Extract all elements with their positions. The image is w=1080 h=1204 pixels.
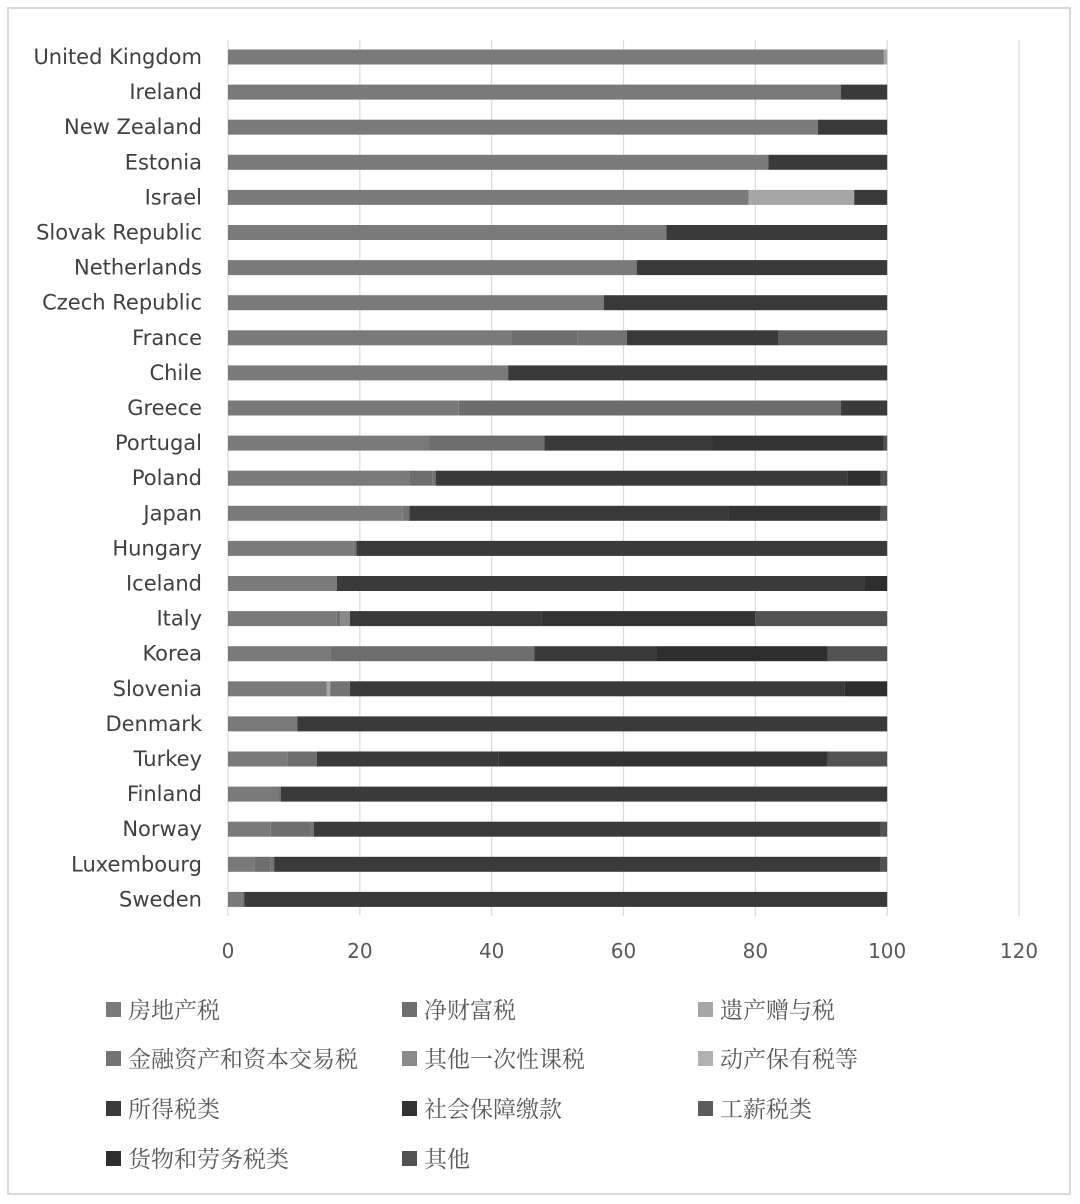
- bar-segment: [228, 787, 277, 802]
- bar-segment: [666, 225, 887, 240]
- bar-segment: [637, 260, 887, 275]
- category-label: Sweden: [119, 887, 202, 912]
- bar-segment: [508, 365, 887, 380]
- legend-swatch: [402, 1101, 417, 1116]
- bar-segment: [310, 822, 313, 837]
- bar-segment: [841, 85, 887, 100]
- category-label: Korea: [142, 641, 202, 666]
- bar-segment: [314, 822, 881, 837]
- bar-segment: [228, 155, 769, 170]
- category-label: Slovenia: [112, 676, 202, 701]
- bar-segment: [881, 506, 888, 521]
- legend-swatch: [402, 1051, 417, 1066]
- bar-segment: [327, 681, 330, 696]
- legend-label: 遗产赠与税: [720, 998, 835, 1024]
- legend-label: 房地产税: [128, 998, 220, 1024]
- bar-segment: [228, 50, 884, 65]
- category-label: France: [132, 325, 202, 350]
- bar-segment: [881, 857, 888, 872]
- legend-swatch: [106, 1151, 121, 1166]
- legend-label: 动产保有税等: [720, 1047, 858, 1073]
- legend-label: 金融资产和资本交易税: [128, 1047, 358, 1073]
- bar-segment: [287, 752, 317, 767]
- x-tick-label: 120: [999, 939, 1039, 963]
- bar-segment: [818, 120, 887, 135]
- bar-segment: [755, 611, 887, 626]
- category-label: United Kingdom: [33, 45, 202, 69]
- bar-segment: [778, 330, 887, 345]
- bar-segment: [828, 646, 887, 661]
- bar-segment: [228, 506, 403, 521]
- bar-segment: [277, 787, 280, 802]
- category-label: Israel: [144, 185, 202, 210]
- category-labels: [33, 45, 202, 911]
- bar-segment: [544, 436, 712, 451]
- bar-segment: [228, 857, 254, 872]
- bar-segment: [228, 716, 297, 731]
- bar-segment: [228, 681, 327, 696]
- category-label: Chile: [149, 360, 202, 385]
- x-tick-label: 0: [221, 939, 235, 963]
- bar-segment: [357, 541, 888, 556]
- bar-segment: [535, 646, 657, 661]
- bar-segment: [432, 471, 435, 486]
- bar-segment: [228, 576, 337, 591]
- bar-segment: [330, 681, 350, 696]
- bar-segment: [228, 85, 841, 100]
- bar-segment: [884, 50, 887, 65]
- bar-segment: [511, 330, 577, 345]
- legend-swatch: [106, 1002, 121, 1017]
- bar-segment: [749, 190, 854, 205]
- legend-label: 其他: [424, 1147, 470, 1173]
- bar-segment: [729, 506, 881, 521]
- bar-segment: [769, 155, 888, 170]
- legend-label: 货物和劳务税类: [128, 1147, 289, 1173]
- bar-segment: [337, 576, 864, 591]
- bar-segment: [712, 436, 883, 451]
- bar-segment: [844, 681, 887, 696]
- bar-segment: [228, 401, 459, 416]
- bar-segment: [881, 471, 888, 486]
- bar-segment: [228, 260, 637, 275]
- bar-segment: [627, 330, 779, 345]
- bar-segment: [228, 822, 271, 837]
- bar-segment: [228, 436, 429, 451]
- category-label: Slovak Republic: [36, 220, 202, 245]
- category-label: Ireland: [129, 80, 202, 105]
- bar-segment: [244, 892, 887, 907]
- bar-segment: [429, 436, 544, 451]
- bar-segment: [498, 752, 828, 767]
- legend-swatch: [106, 1101, 121, 1116]
- bar-segment: [297, 716, 887, 731]
- bar-segment: [228, 365, 508, 380]
- x-tick-label: 20: [347, 939, 373, 963]
- category-label: Greece: [127, 396, 202, 420]
- bar-segment: [604, 295, 887, 310]
- bar-segment: [271, 857, 274, 872]
- category-label: Luxembourg: [71, 852, 202, 877]
- bar-segment: [271, 822, 311, 837]
- bar-segment: [330, 646, 534, 661]
- bar-segment: [409, 506, 729, 521]
- category-label: Norway: [122, 817, 202, 842]
- legend-label: 工薪税类: [720, 1097, 812, 1123]
- legend-label: 社会保障缴款: [424, 1097, 562, 1123]
- bar-segment: [848, 471, 881, 486]
- category-label: Netherlands: [73, 255, 202, 280]
- bar-segment: [337, 611, 340, 626]
- legend-swatch: [698, 1002, 713, 1017]
- legend-label: 所得税类: [128, 1097, 220, 1123]
- bar-segment: [436, 471, 848, 486]
- bar-segment: [884, 436, 887, 451]
- legend-swatch: [402, 1151, 417, 1166]
- legend-label: 净财富税: [424, 998, 516, 1024]
- bar-segment: [864, 576, 887, 591]
- bar-segment: [854, 190, 887, 205]
- x-tick-label: 100: [868, 939, 907, 963]
- category-label: Czech Republic: [42, 290, 202, 315]
- bar-segment: [577, 330, 626, 345]
- legend-swatch: [698, 1101, 713, 1116]
- bar-segment: [353, 541, 356, 556]
- category-label: Finland: [126, 782, 202, 807]
- category-label: Estonia: [124, 150, 202, 175]
- category-label: Italy: [156, 606, 202, 631]
- category-label: New Zealand: [64, 115, 202, 140]
- bar-segment: [228, 752, 287, 767]
- bar-segment: [841, 401, 887, 416]
- bar-segment: [228, 330, 511, 345]
- bar-segment: [228, 295, 604, 310]
- legend-label: 其他一次性课税: [424, 1047, 585, 1073]
- bar-segment: [340, 611, 350, 626]
- bar-segment: [228, 892, 241, 907]
- category-label: Hungary: [112, 536, 202, 561]
- bar-segment: [228, 225, 666, 240]
- bar-segment: [228, 120, 818, 135]
- category-label: Iceland: [125, 571, 202, 596]
- bar-series: [228, 50, 887, 907]
- bar-segment: [350, 681, 844, 696]
- legend-swatch: [698, 1051, 713, 1066]
- bar-segment: [403, 506, 410, 521]
- category-label: Portugal: [115, 431, 202, 456]
- bar-segment: [241, 892, 244, 907]
- bar-segment: [228, 646, 330, 661]
- bar-segment: [228, 190, 749, 205]
- bar-segment: [317, 752, 498, 767]
- bar-segment: [281, 787, 887, 802]
- bar-segment: [274, 857, 880, 872]
- bar-segment: [828, 752, 887, 767]
- x-tick-label: 80: [742, 939, 769, 963]
- bar-segment: [228, 611, 337, 626]
- x-tick-label: 40: [478, 939, 505, 963]
- legend-swatch: [402, 1002, 417, 1017]
- bar-segment: [459, 401, 841, 416]
- bar-segment: [656, 646, 827, 661]
- bar-segment: [350, 611, 541, 626]
- category-label: Poland: [131, 466, 202, 491]
- bar-segment: [228, 471, 409, 486]
- bar-segment: [228, 541, 353, 556]
- x-tick-label: 60: [610, 939, 637, 963]
- bar-segment: [254, 857, 270, 872]
- bar-segment: [409, 471, 432, 486]
- category-label: Turkey: [133, 747, 202, 771]
- x-tick-labels: [222, 939, 1038, 963]
- bar-segment: [541, 611, 755, 626]
- category-label: Japan: [143, 501, 202, 526]
- legend-swatch: [106, 1051, 121, 1066]
- legend: [106, 998, 858, 1173]
- bar-segment: [881, 822, 888, 837]
- category-label: Denmark: [105, 711, 202, 736]
